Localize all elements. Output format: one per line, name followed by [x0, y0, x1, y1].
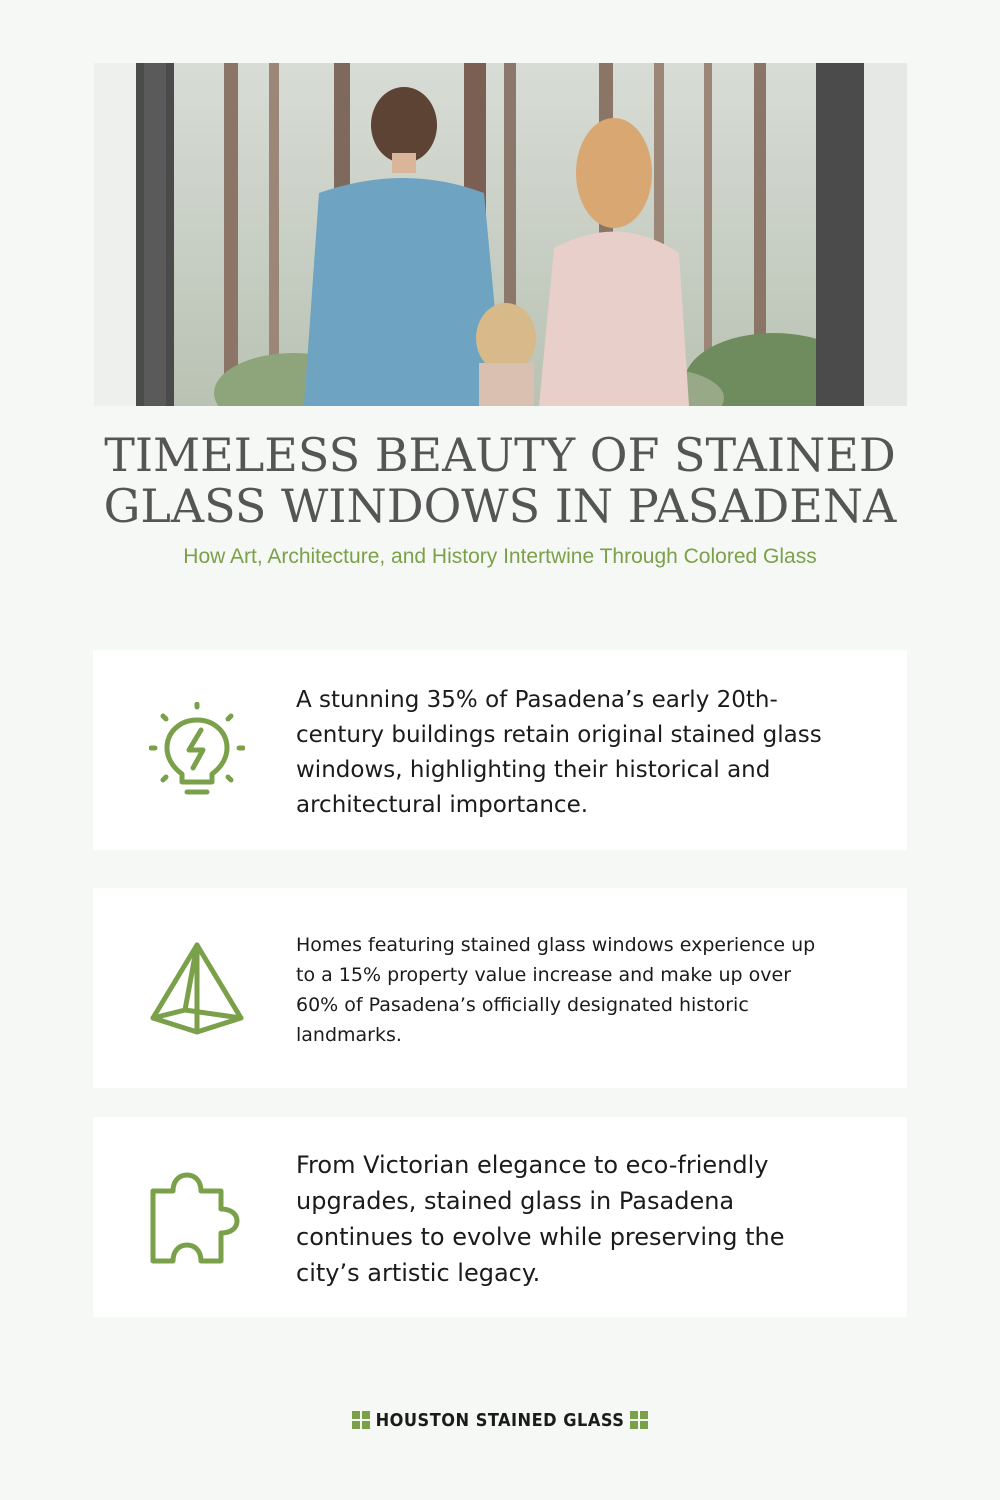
logo-squares-left-icon	[352, 1411, 370, 1429]
title-line-2: GLASS WINDOWS IN PASADENA	[103, 479, 897, 533]
family-window-photo	[94, 63, 907, 406]
lightbulb-icon	[149, 702, 245, 798]
title-line-1: TIMELESS BEAUTY OF STAINED	[104, 428, 896, 482]
fact-card-2	[93, 888, 907, 1088]
fact-text-3: From Victorian elegance to eco-friendly upgrades, stained glass in Pasadena continues to evolve while preserving the city’s artistic legacy.	[296, 1151, 785, 1287]
fact-text-1: A stunning 35% of Pasadena’s early 20th-century buildings retain original stained glass windows, highlighting their historical and architectural importance.	[296, 687, 822, 818]
pyramid-icon	[149, 940, 245, 1036]
logo-squares-right-icon	[630, 1411, 648, 1429]
page-subtitle: How Art, Architecture, and History Intertwine Through Colored Glass	[183, 545, 817, 568]
fact-card-1	[93, 650, 907, 850]
puzzle-piece-icon	[149, 1169, 245, 1265]
fact-card-3	[93, 1117, 907, 1317]
brand-name: HOUSTON STAINED GLASS	[375, 1409, 625, 1431]
hero-photo	[94, 63, 907, 406]
fact-text-2: Homes featuring stained glass windows experience up to a 15% property value increase and make up over 60% of Pasadena’s officially designated historic landmarks.	[296, 934, 816, 1046]
brand-logo	[0, 1406, 1000, 1434]
page-title	[40, 430, 960, 532]
